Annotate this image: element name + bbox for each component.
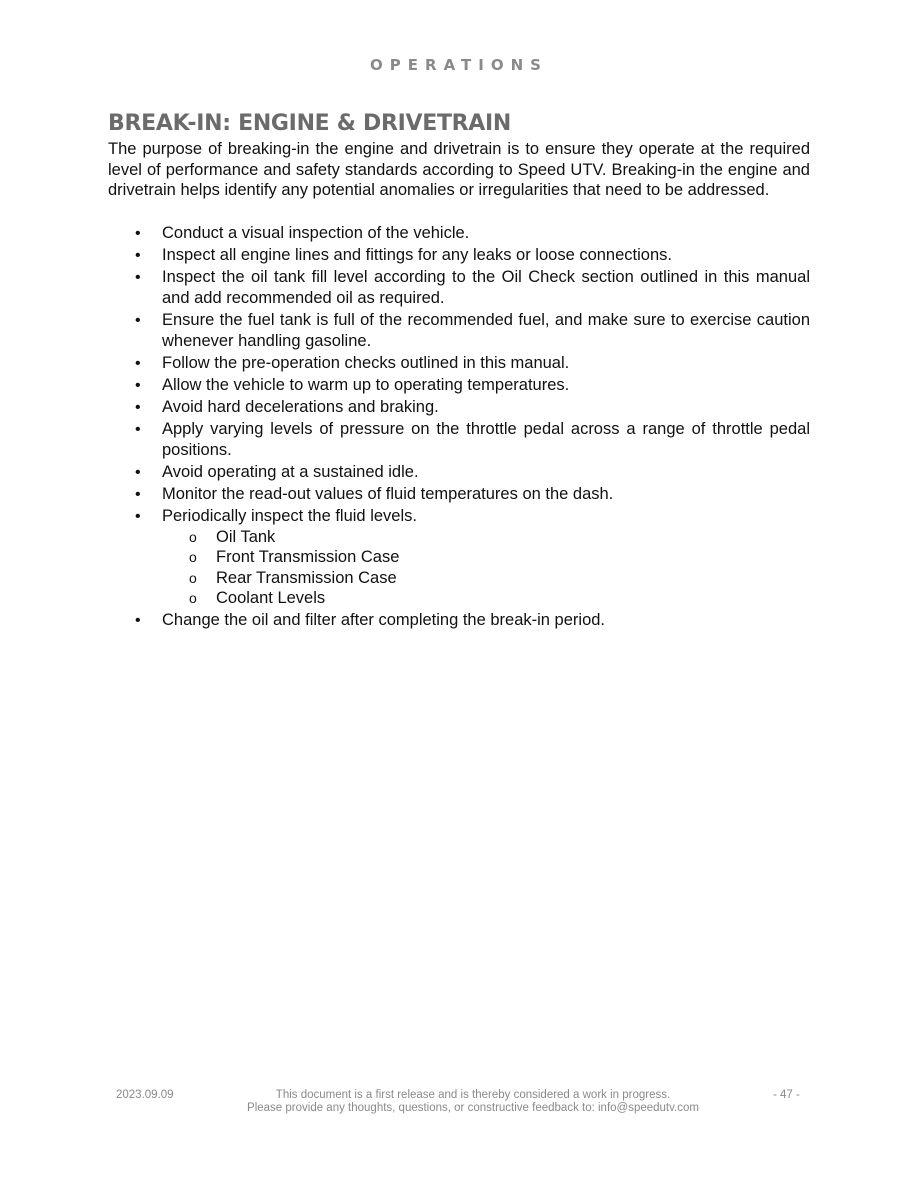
bullet-icon: • [135, 611, 141, 629]
list-item [108, 245, 810, 266]
bullet-icon: • [135, 376, 141, 394]
footer-notice-line-1: This document is a first release and is thereby considered a work in progress. [275, 1089, 671, 1101]
list-item-text: Change the oil and filter after completing the break-in period. [162, 610, 606, 629]
section-label: OPERATIONS [370, 56, 548, 74]
list-item-text: Apply varying levels of pressure on the throttle pedal across a range of throttle pedal positions. [162, 419, 810, 459]
sub-list-item [162, 588, 810, 609]
list-item [108, 506, 810, 609]
list-item [108, 375, 810, 396]
bullet-icon: • [135, 354, 141, 372]
sub-list-item-text: Coolant Levels [216, 589, 326, 607]
list-item [108, 353, 810, 374]
list-item-text: Follow the pre-operation checks outlined in this manual. [162, 353, 570, 372]
list-item-text: Inspect all engine lines and fittings for any leaks or loose connections. [162, 245, 672, 264]
footer-date: 2023.09.09 [116, 1089, 174, 1101]
sub-list-item [162, 527, 810, 548]
bullet-icon: • [135, 246, 141, 264]
fluid-levels-list [162, 527, 810, 609]
intro-paragraph: The purpose of breaking-in the engine and drivetrain is to ensure they operate at the required level of performance and safety standards according to Speed UTV. Breaking-in the engine and drivetrain helps identify any potential anomalies or irregularities that need to be addressed. [108, 140, 810, 199]
bullet-icon: • [135, 398, 141, 416]
list-item-text: Ensure the fuel tank is full of the recommended fuel, and make sure to exercise caution whenever handling gasoline. [162, 310, 810, 350]
list-item-text: Inspect the oil tank fill level according to the Oil Check section outlined in this manual and add recommended oil as required. [162, 267, 810, 307]
list-item-text: Periodically inspect the fluid levels. [162, 506, 417, 525]
sub-list-item [162, 547, 810, 568]
bullet-icon: • [135, 507, 141, 525]
list-item [108, 223, 810, 244]
sub-list-item-text: Rear Transmission Case [216, 568, 397, 587]
circle-bullet-icon: o [189, 528, 197, 545]
bullet-icon: • [135, 463, 141, 481]
list-item-text: Monitor the read-out values of fluid temperatures on the dash. [162, 484, 614, 503]
circle-bullet-icon: o [189, 569, 197, 586]
bullet-icon: • [135, 268, 141, 286]
list-item [108, 462, 810, 483]
circle-bullet-icon: o [189, 549, 197, 565]
list-item-text: Avoid hard decelerations and braking. [162, 397, 439, 416]
checklist [108, 223, 810, 631]
footer-notice-line-2: Please provide any thoughts, questions, or constructive feedback to: info@speedutv.com [247, 1102, 699, 1114]
page-title: BREAK-IN: ENGINE & DRIVETRAIN [108, 111, 512, 136]
page-number: - 47 - [773, 1089, 800, 1101]
circle-bullet-icon: o [189, 590, 197, 606]
list-item [108, 397, 810, 418]
page-content [108, 110, 810, 632]
list-item-text: Conduct a visual inspection of the vehicle. [162, 223, 470, 242]
sub-list-item-text: Front Transmission Case [216, 548, 400, 566]
bullet-icon: • [135, 311, 141, 329]
bullet-icon: • [135, 224, 141, 242]
list-item-text: Avoid operating at a sustained idle. [162, 462, 419, 481]
sub-list-item [162, 568, 810, 589]
list-item [108, 267, 810, 309]
list-item-text: Allow the vehicle to warm up to operating temperatures. [162, 375, 570, 394]
list-item [108, 484, 810, 505]
list-item [108, 419, 810, 461]
list-item [108, 310, 810, 352]
sub-list-item-text: Oil Tank [216, 527, 276, 546]
list-item [108, 610, 810, 631]
bullet-icon: • [135, 485, 141, 503]
bullet-icon: • [135, 420, 141, 438]
